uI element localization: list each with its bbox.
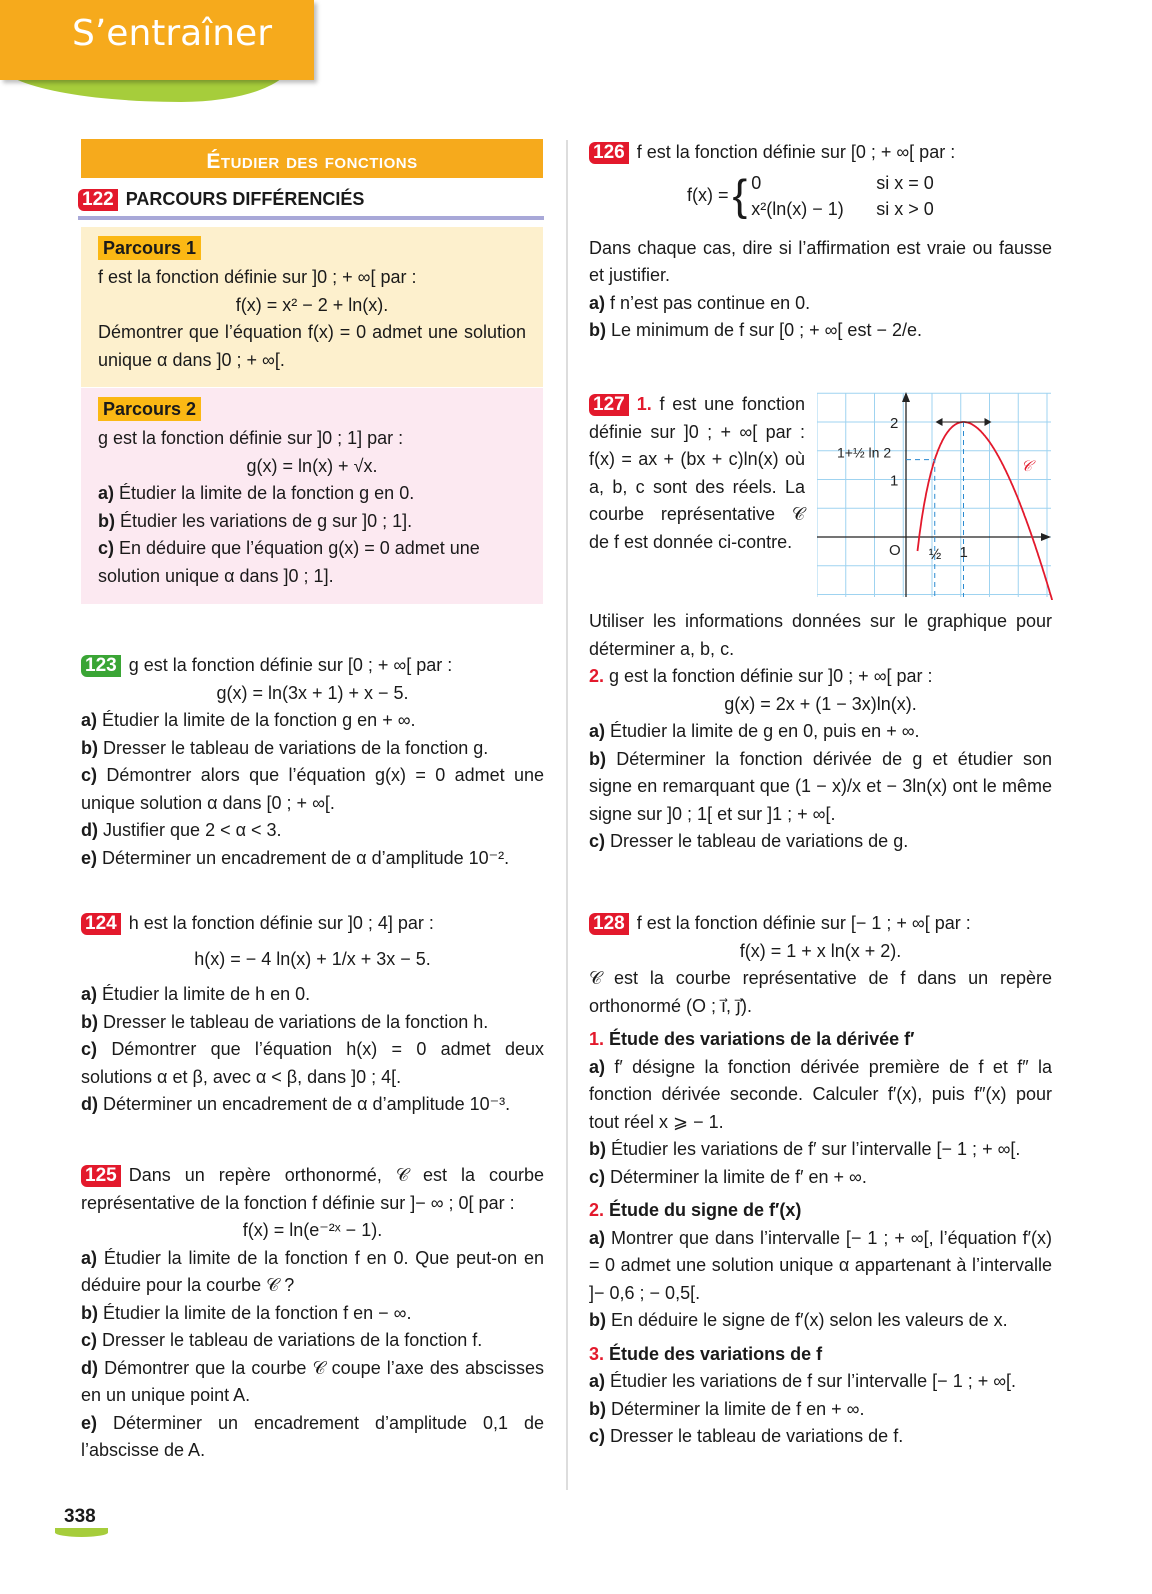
items [589,1054,1052,1192]
part-label: 1. [636,394,652,414]
list-item [81,845,544,873]
item-text: Démontrer que la courbe 𝒞 coupe l’axe des abscisses en un unique point A. [81,1357,544,1405]
exercise-number: 125 [81,1165,121,1187]
formula-lhs: f(x) = [687,184,729,205]
item-label: b) [589,320,606,340]
intro: f est la fonction définie sur [0 ; + ∞[ par : [636,142,956,162]
exercise-number: 128 [589,913,629,935]
item-text: Étudier la limite de g en 0, puis en + ∞. [610,721,920,741]
item-text: Étudier la limite de la fonction f en − ∞. [103,1302,412,1323]
text: g est la fonction définie sur ]0 ; + ∞[ par : [609,666,933,686]
intro: Dans un repère orthonormé, 𝒞 est la courbe représentative de la fonction f définie sur ]− ∞ ; 0[ par : [81,1165,544,1213]
item-label: a) [589,1371,606,1391]
items [98,480,526,590]
item-text: Étudier la limite de h en 0. [102,984,311,1004]
exercise-124 [81,910,544,1119]
exercise-122-header [78,186,544,220]
case-condition: si x > 0 [876,198,934,219]
items [589,1225,1052,1335]
list-item [81,707,544,735]
parcours-2 [81,388,543,604]
intro: f est la fonction définie sur [− 1 ; + ∞[ par : [636,913,971,933]
intro: h est la fonction définie sur ]0 ; 4] par : [128,913,434,933]
item-text: Étudier les variations de f sur l’intervalle [− 1 ; + ∞[. [610,1371,1017,1391]
section-title: Étude des variations de f [609,1343,823,1364]
item-text: Étudier la limite de la fonction g en 0. [119,483,415,503]
list-item [589,1368,1052,1396]
formula: g(x) = ln(x) + √x. [246,455,378,476]
page-number: 338 [64,1506,96,1527]
list-item [589,1225,1052,1308]
section-number: 1. [589,1029,605,1049]
section-title: Étudier des fonctions [81,139,543,178]
item-label: b) [589,1398,606,1419]
dashed-guide [906,422,964,597]
list-item [589,1396,1052,1424]
exercise-125 [81,1162,544,1465]
list-item [589,718,1052,746]
section-title: Étude des variations de la dérivée f′ [609,1029,915,1049]
formula: f(x) = ln(e⁻²ˣ − 1). [242,1220,383,1240]
list-item [589,1164,1052,1192]
exercise-number: 126 [589,142,629,164]
cases-table [751,170,934,222]
item-label: d) [81,1357,98,1378]
item-text: Démontrer que l’équation h(x) = 0 admet deux solutions α et β, avec α < β, dans ]0 ; 4[. [81,1039,544,1087]
section-number: 2. [589,1200,605,1220]
item-label: a) [98,483,115,503]
page-number-underline [55,1528,108,1537]
item-text: Dresser le tableau de variations de la fonction h. [103,1011,489,1032]
list-item [589,1054,1052,1137]
item-label: b) [589,748,606,769]
formula: f(x) = x² − 2 + ln(x). [235,294,389,315]
text: g est la fonction définie sur ]0 ; 1] par : [98,428,404,448]
exercise-title: PARCOURS DIFFÉRENCIÉS [125,189,365,209]
curve-label: 𝒞 [1021,457,1032,475]
item-label: b) [589,1139,606,1159]
tick-label-y1: 1 [890,472,899,490]
section-title: Étude du signe de f′(x) [609,1200,802,1220]
item-text: Déterminer la fonction dérivée de g et étudier son signe en remarquant que (1 − x)/x et − 3ln(x) ont le même signe sur ]0 ; 1[ et sur ]1 ; + ∞[. [589,748,1052,824]
item-text: Étudier les variations de f′ sur l’intervalle [− 1 ; + ∞[. [611,1139,1021,1159]
exercise-number: 122 [78,189,118,211]
list-item [589,290,1052,318]
item-text: Étudier la limite de la fonction f en 0. Que peut-on en déduire pour la courbe 𝒞 ? [81,1247,544,1295]
item-text: Montrer que dans l’intervalle [− 1 ; + ∞[, l’équation f′(x) = 0 admet une solution unique α appartenant à l’intervalle ]− 0,6 ; − 0,5[. [589,1227,1052,1303]
parcours-label: Parcours 1 [98,236,201,260]
item-text: En déduire le signe de f′(x) selon les valeurs de x. [611,1310,1008,1330]
exercise-127-part2 [589,608,1052,856]
origin-label: O [889,542,901,559]
list-item [98,480,526,508]
text: f est la fonction définie sur ]0 ; + ∞[ par : [98,267,417,287]
item-text: Le minimum de f sur [0 ; + ∞[ est − 2/e. [611,320,922,340]
text: f est une fonction définie sur ]0 ; + ∞[ par : f(x) = ax + (bx + c)ln(x) où a, b, c sont des réels. La courbe représentative 𝒞 de f est donnée ci-contre. [589,394,805,552]
list-item [589,1423,1052,1451]
list-item [589,828,1052,856]
list-item [98,508,526,536]
item-text: Dresser le tableau de variations de f. [610,1426,904,1446]
item-label: a) [81,1247,98,1268]
list-item [589,746,1052,829]
list-item [98,535,526,590]
text: Utiliser les informations données sur le graphique pour déterminer a, b, c. [589,611,1052,659]
list-item [81,1036,544,1091]
brace: { [732,170,748,220]
item-text: Étudier la limite de la fonction g en + ∞. [102,710,416,730]
item-label: b) [81,737,98,758]
case-value: 0 [751,172,762,193]
item-text: Étudier les variations de g sur ]0 ; 1]. [120,510,413,531]
items [81,707,544,872]
exercise-128 [589,910,1052,1451]
item-label: b) [98,510,115,531]
section-number: 3. [589,1343,605,1364]
item-label: a) [589,1056,606,1077]
formula: g(x) = 2x + (1 − 3x)ln(x). [724,693,917,714]
item-label: c) [81,1330,98,1350]
exercise-number: 124 [81,913,121,935]
x-axis-arrow [1041,533,1051,541]
items [81,1245,544,1465]
item-text: Démontrer alors que l’équation g(x) = 0 admet une unique solution α dans [0 ; + ∞[. [81,765,544,813]
tick-label-xhalf: ½ [928,546,942,563]
column-divider [566,140,568,1490]
items [589,718,1052,856]
tick-label-ymark: 1+½ ln 2 [837,444,892,461]
list-item [81,1091,544,1119]
list-item [81,1009,544,1037]
list-item [81,1300,544,1328]
item-label: b) [81,1011,98,1032]
case-value: x²(ln(x) − 1) [751,198,844,219]
text: Dans chaque cas, dire si l’affirmation est vraie ou fausse et justifier. [589,237,1052,285]
list-item [589,317,1052,345]
list-item [81,981,544,1009]
formula: h(x) = − 4 ln(x) + 1/x + 3x − 5. [194,948,431,969]
list-item [81,1327,544,1355]
item-label: b) [589,1310,606,1330]
item-text: Dresser le tableau de variations de la fonction f. [102,1330,483,1350]
item-text: Dresser le tableau de variations de g. [610,831,909,851]
parcours-1 [81,227,543,387]
item-text: Justifier que 2 < α < 3. [103,820,282,840]
item-label: a) [81,984,98,1004]
item-label: e) [81,1412,98,1433]
intro: g est la fonction définie sur [0 ; + ∞[ par : [128,655,453,675]
item-label: c) [98,538,115,558]
item-text: f n’est pas continue en 0. [610,292,811,313]
item-label: a) [589,292,606,313]
item-label: a) [589,721,606,741]
item-label: c) [81,765,98,785]
item-text: Dresser le tableau de variations de la fonction g. [103,737,489,758]
item-label: a) [81,710,98,730]
list-item [81,817,544,845]
parcours-label: Parcours 2 [98,397,201,421]
item-label: c) [589,1166,606,1187]
header-title: S’entraîner [72,13,273,54]
items [81,981,544,1119]
tick-label-x1: 1 [959,544,968,561]
formula: f(x) = 1 + x ln(x + 2). [739,940,902,961]
list-item [81,1410,544,1465]
exercise-123 [81,652,544,872]
list-item [81,735,544,763]
function-graph [817,390,1053,600]
list-item [589,1307,1052,1335]
item-text: Déterminer un encadrement d’amplitude 0,1 de l’abscisse de A. [81,1412,544,1460]
list-item [81,762,544,817]
item-label: a) [589,1227,606,1248]
item-label: c) [589,1426,606,1446]
part-label: 2. [589,666,605,686]
list-item [81,1245,544,1300]
list-item [81,1355,544,1410]
item-label: d) [81,820,98,840]
item-text: Déterminer un encadrement de α d’amplitude 10⁻². [102,847,510,868]
items [589,1368,1052,1451]
item-label: b) [81,1302,98,1323]
item-text: Déterminer un encadrement de α d’amplitude 10⁻³. [103,1094,511,1114]
exercise-127-part1 [589,391,805,556]
exercise-126 [589,139,1052,345]
item-label: c) [589,831,606,851]
exercise-number: 127 [589,394,629,416]
text: 𝒞 est la courbe représentative de f dans un repère orthonormé (O ; i⃗, j⃗). [589,968,1052,1016]
item-text: En déduire que l’équation g(x) = 0 admet une solution unique α dans ]0 ; 1]. [98,538,480,586]
item-label: e) [81,847,98,868]
curve [918,422,1054,600]
formula: g(x) = ln(3x + 1) + x − 5. [216,682,409,703]
items [589,290,1052,345]
item-label: d) [81,1094,98,1114]
text: Démontrer que l’équation f(x) = 0 admet une solution unique α dans ]0 ; + ∞[. [98,322,526,370]
item-text: f′ désigne la fonction dérivée première de f et f″ la fonction dérivée seconde. Calculer f′(x), puis f″(x) pour tout réel x ⩾ − 1. [589,1056,1052,1132]
item-text: Déterminer la limite de f′ en + ∞. [610,1166,867,1187]
list-item [589,1136,1052,1164]
case-condition: si x = 0 [876,172,934,193]
exercise-number: 123 [81,655,121,677]
item-label: c) [81,1039,98,1059]
item-text: Déterminer la limite de f en + ∞. [611,1398,865,1419]
tick-label-y2: 2 [890,415,899,432]
